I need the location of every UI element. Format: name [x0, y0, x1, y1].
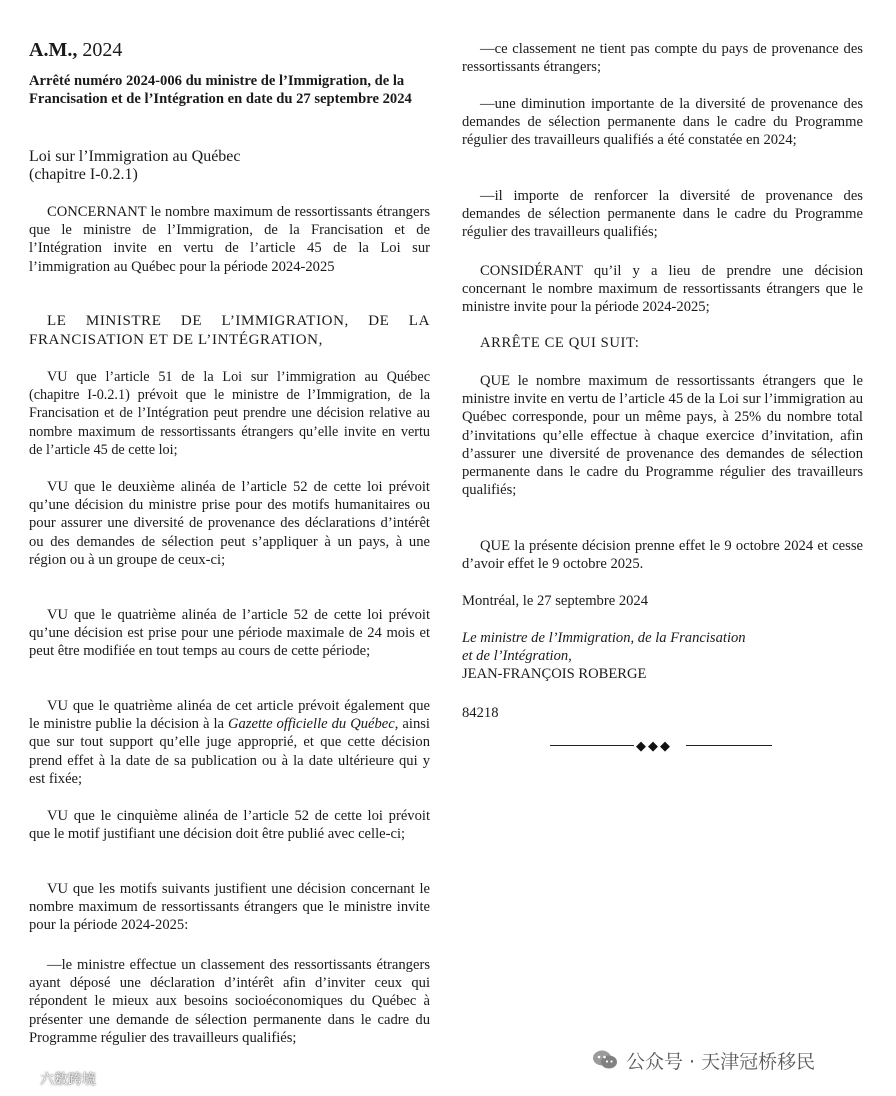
vu-paragraph-6: VU que les motifs suivants justifient une décision concernant le nombre maximum de ressortissants étrangers que le ministre invite pour la période 2024-2025: [29, 881, 430, 934]
vu-4-text-b: , ainsi que sur tout support qu’elle juge approprié, et que cette décision prend effet à la date de sa publication ou à la date ultérieure qui y est fixée; [29, 716, 430, 787]
dash-item-4: —il importe de renforcer la diversité de provenance des demandes de sélection permanente dans le cadre du Programme régulier des travailleurs qualifiés; [462, 188, 863, 241]
wechat-logo-icon [592, 1049, 618, 1071]
dash-item-1: —le ministre effectue un classement des ressortissants étrangers ayant déposé une déclaration d’intérêt afin d’inviter ceux qui répondent le mieux aux besoins socioéconomiques du Québec à présenter une demande de sélection permanente dans le cadre du Programme régulier des travailleurs qualifiés; [29, 957, 430, 1046]
dash-item-3: —une diminution importante de la diversité de provenance des demandes de sélection permanente dans le cadre du Programme régulier des travailleurs qualifiés a été constatée en 2024; [462, 96, 863, 149]
minister-heading: LE MINISTRE DE L’IMMIGRATION, DE LA FRANCISATION ET DE L’INTÉGRATION, [29, 313, 430, 348]
brand-mark-icon [6, 1070, 36, 1088]
que-paragraph-2: QUE la présente décision prenne effet le 9 octobre 2024 et cesse d’avoir effet le 9 octobre 2025. [462, 538, 863, 573]
vu-paragraph-3: VU que le quatrième alinéa de l’article 52 de cette loi prévoit qu’une décision est prise pour une période maximale de 24 mois et peut être modifiée en tout temps au cours de cette période; [29, 607, 430, 660]
signature-block [462, 629, 863, 684]
vu-paragraph-2: VU que le deuxième alinéa de l’article 52 de cette loi prévoit qu’une décision du ministre prise pour des motifs humanitaires ou pour assurer une diversité de provenance des déclarations d’intérêt ou des demandes de sélection peut s’appliquer à un pays, à une région ou à un groupe de ceux-ci; [29, 479, 430, 568]
dash-item-2: —ce classement ne tient pas compte du pays de provenance des ressortissants étrangers; [462, 41, 863, 76]
page-title [29, 38, 122, 62]
diamond-ornament-icon: ◆◆◆ [636, 738, 672, 753]
vu-paragraph-1: VU que l’article 51 de la Loi sur l’immigration au Québec (chapitre I-0.2.1) prévoit que le ministre de l’Immigration, de la Francisation et de l’Intégration peut prendre une décision relative au nombre maximum de ressortissants étrangers qu’elle invite en vertu de l’article 45 de cette loi; [29, 369, 430, 458]
title-year: 2024 [77, 39, 123, 61]
concernant-paragraph: CONCERNANT le nombre maximum de ressortissants étrangers que le ministre de l’Immigration, de la Francisation et de l’Intégration invite en vertu de l’article 45 de la Loi sur l’immigration au Québec pour la période 2024-2025 [29, 204, 430, 275]
decree-subtitle: Arrêté numéro 2024-006 du ministre de l’Immigration, de la Francisation et de l’Intégration en date du 27 septembre 2024 [29, 73, 412, 107]
corner-watermark [6, 1068, 96, 1090]
wechat-watermark [592, 1044, 815, 1076]
considerant-paragraph: CONSIDÉRANT qu’il y a lieu de prendre une décision concernant le nombre maximum de ressortissants étrangers que le ministre invite pour la période 2024-2025; [462, 263, 863, 316]
vu-paragraph-5: VU que le cinquième alinéa de l’article 52 de cette loi prévoit que le motif justifiant une décision doit être publié avec celle-ci; [29, 808, 430, 843]
title-abbrev: A.M., [29, 39, 78, 61]
arrete-heading: ARRÊTE CE QUI SUIT: [480, 335, 640, 351]
divider-rule-right [686, 745, 772, 746]
wechat-account-label: 公众号 · 天津冠桥移民 [626, 1050, 816, 1073]
place-date: Montréal, le 27 septembre 2024 [462, 593, 649, 609]
gazette-title: Gazette officielle du Québec [227, 716, 395, 733]
signatory-name: JEAN-FRANÇOIS ROBERGE [462, 666, 647, 683]
corner-watermark-label: 六数跨境 [40, 1072, 96, 1088]
que-paragraph-1: QUE le nombre maximum de ressortissants étrangers que le ministre invite en vertu de l’article 45 de la Loi sur l’immigration au Québec corresponde, pour un même pays, à 25% du nombre total d’invitations qu’elle effectue à chaque exercice d’invitation, afin d’assurer une diversité de provenance des demandes de sélection permanente dans le cadre du Programme régulier des travailleurs qualifiés; [462, 373, 863, 499]
signatory-title-line-2: et de l’Intégration, [462, 648, 572, 665]
law-reference [29, 148, 329, 184]
vu-paragraph-4 [29, 697, 430, 788]
vu-4-text-a: VU que le quatrième alinéa de cet article prévoit également que le ministre publie la décision à la [29, 698, 430, 733]
reference-number: 84218 [462, 705, 499, 721]
divider-rule-left [550, 745, 634, 746]
section-divider [550, 737, 772, 755]
signatory-title-line-1: Le ministre de l’Immigration, de la Francisation [462, 630, 746, 646]
law-chapter: (chapitre I-0.2.1) [29, 166, 138, 183]
law-name: Loi sur l’Immigration au Québec [29, 148, 241, 165]
